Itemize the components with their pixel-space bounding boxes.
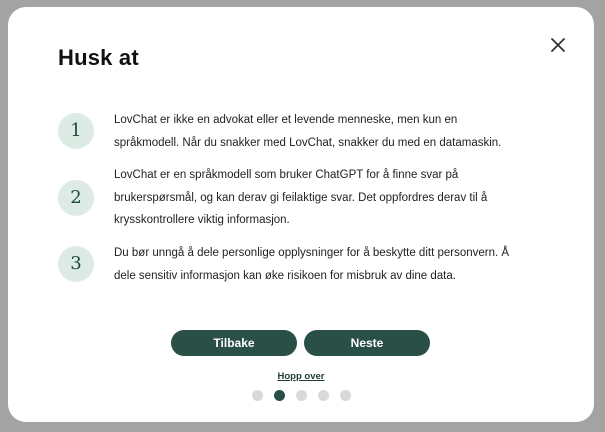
- back-button[interactable]: Tilbake: [171, 330, 297, 356]
- step-item-2: [58, 164, 518, 234]
- step-text: Du bør unngå å dele personlige opplysninger for å beskytte ditt personvern. Å dele sensitiv informasjon kan øke risikoen for misbruk av dine data.: [114, 247, 510, 282]
- pagination-dot-2[interactable]: [274, 390, 285, 401]
- step-text: LovChat er en språkmodell som bruker ChatGPT for å finne svar på brukerspørsmål, og kan derav gi feilaktige svar. Det oppfordres derav til å krysskontrollere viktig informasjon.: [114, 169, 488, 226]
- step-number-badge: 2: [58, 180, 94, 216]
- step-text: LovChat er ikke en advokat eller et levende menneske, men kun en språkmodell. Når du snakker med LovChat, snakker du med en datamaskin.: [114, 114, 502, 149]
- skip-link[interactable]: Hopp over: [277, 371, 325, 382]
- step-item-1: [58, 109, 518, 159]
- close-button[interactable]: [550, 37, 566, 53]
- skip-container: [8, 366, 594, 384]
- step-number-badge: 3: [58, 246, 94, 282]
- close-icon: [550, 37, 566, 53]
- next-button[interactable]: Neste: [304, 330, 430, 356]
- pagination-dot-3[interactable]: [296, 390, 307, 401]
- step-number-badge: 1: [58, 113, 94, 149]
- pagination-dot-5[interactable]: [340, 390, 351, 401]
- onboarding-dialog: [8, 7, 594, 422]
- pagination-dot-1[interactable]: [252, 390, 263, 401]
- step-item-3: [58, 242, 518, 292]
- dialog-title: Husk at: [58, 45, 139, 70]
- pagination-dot-4[interactable]: [318, 390, 329, 401]
